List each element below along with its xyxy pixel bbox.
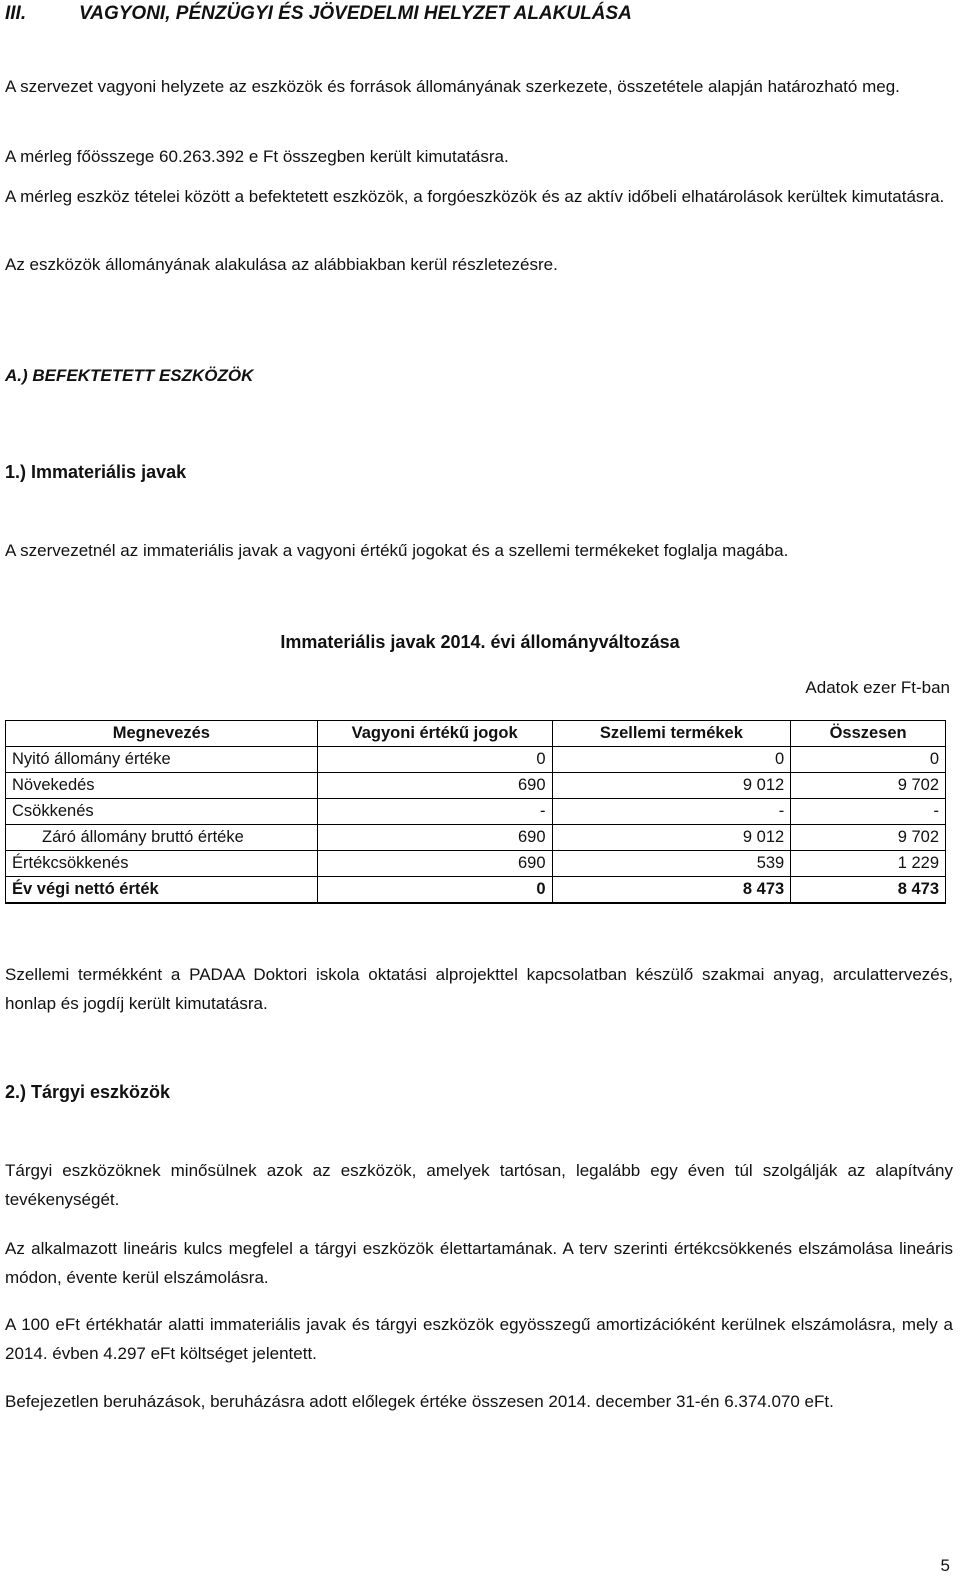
cell-value: - <box>791 799 946 825</box>
table-row-total <box>6 877 946 904</box>
cell-value: 690 <box>317 773 552 799</box>
intangibles-description: A szervezetnél az immateriális javak a vagyoni értékű jogokat és a szellemi termékeket foglalja magába. <box>5 541 789 560</box>
page-number: 5 <box>940 1556 950 1575</box>
cell-value: 8 473 <box>552 877 791 904</box>
intro-paragraph-3: A mérleg eszköz tételei között a befektetett eszközök, a forgóeszközök és az aktív időbeli elhatárolások kerültek kimutatásra. <box>5 187 945 206</box>
unit-note: Adatok ezer Ft-ban <box>805 678 950 697</box>
section-number: III. <box>5 3 27 24</box>
cell-value: 9 012 <box>552 773 791 799</box>
cell-value: 9 012 <box>552 825 791 851</box>
table-title: Immateriális javak 2014. évi állományváltozása <box>280 632 680 652</box>
table-row <box>6 747 946 773</box>
table-row <box>6 851 946 877</box>
table-header-row <box>6 721 946 747</box>
intro-paragraph-2: A mérleg főösszege 60.263.392 e Ft összegben került kimutatásra. <box>5 147 509 166</box>
column-header: Összesen <box>791 721 946 747</box>
tangibles-paragraph-2: Az alkalmazott lineáris kulcs megfelel a tárgyi eszközök élettartamának. A terv szerinti értékcsökkenés elszámolása lineáris módon, évente kerül elszámolásra. <box>5 1239 953 1287</box>
section-heading <box>5 0 632 28</box>
cell-value: 0 <box>317 877 552 904</box>
row-label: Értékcsökkenés <box>6 851 318 877</box>
table-row <box>6 773 946 799</box>
tangibles-paragraph-1: Tárgyi eszközöknek minősülnek azok az eszközök, amelyek tartósan, legalább egy éven túl szolgálják az alapítvány tevékenységét. <box>5 1161 953 1209</box>
cell-value: 0 <box>791 747 946 773</box>
table-row <box>6 825 946 851</box>
row-label: Növekedés <box>6 773 318 799</box>
row-label: Év végi nettó érték <box>6 877 318 904</box>
cell-value: 0 <box>552 747 791 773</box>
tangibles-paragraph-3: A 100 eFt értékhatár alatti immateriális javak és tárgyi eszközök egyösszegű amortizációként kerülnek elszámolásra, mely a 2014. évben 4.297 eFt költséget jelentett. <box>5 1315 953 1363</box>
intro-paragraph-4: Az eszközök állományának alakulása az alábbiakban kerül részletezésre. <box>5 255 558 274</box>
column-header: Megnevezés <box>6 721 318 747</box>
row-label: Nyitó állomány értéke <box>6 747 318 773</box>
cell-value: 690 <box>317 825 552 851</box>
cell-value: 539 <box>552 851 791 877</box>
row-label: Csökkenés <box>6 799 318 825</box>
intro-paragraph-1: A szervezet vagyoni helyzete az eszközök és források állományának szerkezete, összetétele alapján határozható meg. <box>5 77 900 96</box>
tangibles-heading: 2.) Tárgyi eszközök <box>5 1082 171 1102</box>
row-label: Záró állomány bruttó értéke <box>6 825 318 851</box>
subsection-a-heading: A.) BEFEKTETETT ESZKÖZÖK <box>5 366 254 385</box>
column-header: Szellemi termékek <box>552 721 791 747</box>
cell-value: - <box>317 799 552 825</box>
cell-value: 0 <box>317 747 552 773</box>
cell-value: 690 <box>317 851 552 877</box>
table-row <box>6 799 946 825</box>
intangibles-note: Szellemi termékként a PADAA Doktori iskola oktatási alprojekttel kapcsolatban készülő szakmai anyag, arculattervezés, honlap és jogdíj került kimutatásra. <box>5 965 953 1013</box>
intangibles-table <box>5 720 946 904</box>
section-title: VAGYONI, PÉNZÜGYI ÉS JÖVEDELMI HELYZET ALAKULÁSA <box>79 3 632 24</box>
tangibles-paragraph-4: Befejezetlen beruházások, beruházásra adott előlegek értéke összesen 2014. december 31-én 6.374.070 eFt. <box>5 1392 834 1411</box>
cell-value: 9 702 <box>791 773 946 799</box>
cell-value: 8 473 <box>791 877 946 904</box>
intangibles-heading: 1.) Immateriális javak <box>5 462 187 482</box>
cell-value: 9 702 <box>791 825 946 851</box>
cell-value: - <box>552 799 791 825</box>
column-header: Vagyoni értékű jogok <box>317 721 552 747</box>
cell-value: 1 229 <box>791 851 946 877</box>
